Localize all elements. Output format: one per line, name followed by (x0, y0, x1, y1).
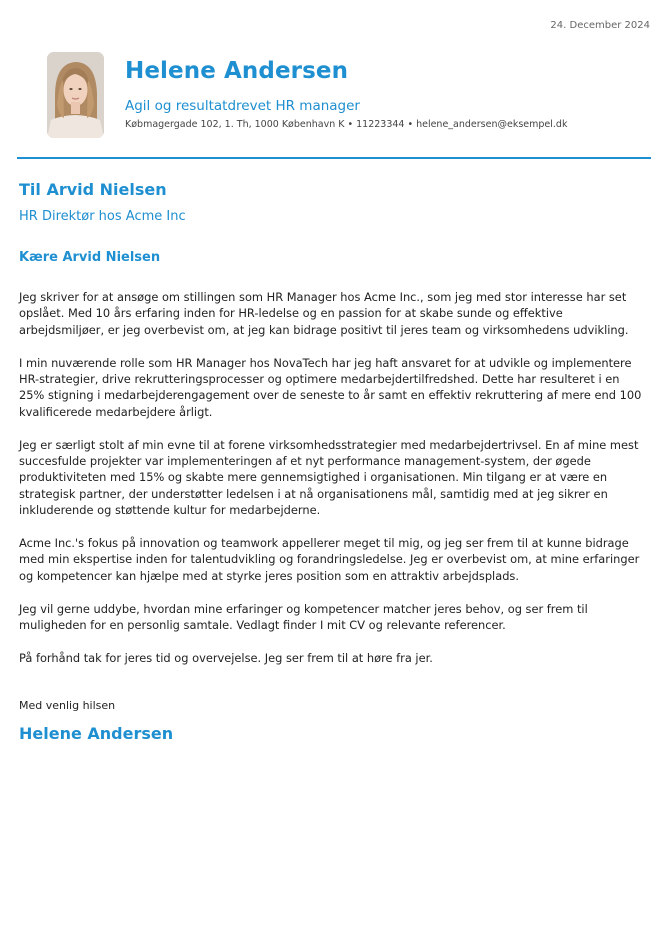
signature: Helene Andersen (19, 724, 174, 743)
body-paragraph: På forhånd tak for jeres tid og overvejelse. Jeg ser frem til at høre fra jer. (19, 650, 433, 665)
body-paragraph: I min nuværende rolle som HR Manager hos NovaTech har jeg haft ansvaret for at udvikle og implementere HR-strategier, drive rekrutteringsprocesser og optimere medarbejdertilfredshed. Dette har resulteret i en 25% stigning i medarbejderengagement over de seneste to år samt en effektiv rekruttering af mere end 100 kvalificerede medarbejdere årligt. (19, 355, 642, 419)
body-paragraph: Jeg er særligt stolt af min evne til at forene virksomhedsstrategier med medarbejdertrivsel. En af mine mest succesfulde projekter var implementeringen af et nyt performance management-system, der øgede produktiviteten med 15% og skabte mere gennemsigtighed i organisationen. Min tilgang er at være en strategisk partner, der understøtter ledelsen i at nå organisationens mål, samtidig med at jeg sikrer en inkluderende og støttende kultur for medarbejderne. (19, 437, 639, 518)
sender-phone: 11223344 (356, 119, 405, 130)
body-paragraph: Jeg skriver for at ansøge om stillingen som HR Manager hos Acme Inc., som jeg med stor interesse har set opslået. Med 10 års erfaring inden for HR-ledelse og en passion for at skabe sunde og effektive arbejdsmiljøer, er jeg overbevist om, at jeg kan bidrage positivt til jeres team og virksomhedens udvikling. (19, 290, 629, 337)
sender-title: Agil og resultatdrevet HR manager (125, 98, 360, 114)
letter-header (47, 52, 650, 140)
letter-body (19, 289, 647, 683)
contact-separator: • (347, 119, 354, 130)
header-divider (17, 157, 651, 159)
sender-name: Helene Andersen (125, 58, 349, 84)
contact-separator: • (407, 119, 414, 130)
closing: Med venlig hilsen (19, 699, 116, 712)
salutation: Kære Arvid Nielsen (19, 250, 161, 265)
letter-date: 24. December 2024 (550, 20, 650, 31)
sender-address: Købmagergade 102, 1. Th, 1000 København K (125, 119, 345, 130)
sender-contact (125, 119, 567, 130)
recipient-role: HR Direktør hos Acme Inc (19, 209, 186, 224)
recipient-name: Til Arvid Nielsen (19, 180, 167, 199)
profile-photo (47, 52, 104, 138)
body-paragraph: Acme Inc.'s fokus på innovation og teamwork appellerer meget til mig, og jeg ser frem til at kunne bidrage med min ekspertise inden for talentudvikling og forandringsledelse. Jeg er overbevist om, at mine erfaringer og kompetencer kan hjælpe med at styrke jeres position som en attraktiv arbejdsplads. (19, 536, 640, 583)
body-paragraph: Jeg vil gerne uddybe, hvordan mine erfaringer og kompetencer matcher jeres behov, og ser frem til muligheden for en personlig samtale. Vedlagt finder I mit CV og relevante referencer. (19, 601, 588, 633)
sender-email: helene_andersen@eksempel.dk (416, 119, 568, 130)
portrait-image (47, 52, 104, 138)
